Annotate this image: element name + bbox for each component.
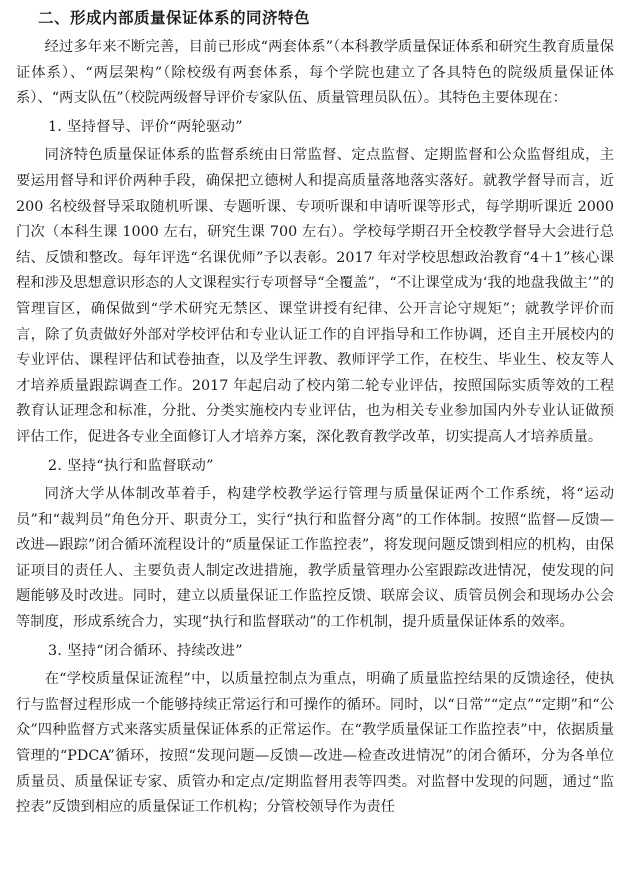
- subsection-body-2: 同济大学从体制改革着手，构建学校教学运行管理与质量保证两个工作系统，将“运动员”和“裁判员”角色分开、职责分工，实行“执行和监督分离”的工作体制。按照“监督—反馈—改进—跟踪”闭合循环流程设计的“质量保证工作监控表”，将发现问题反馈到相应的机构，由保证项目的责任人、主要负责人制定改进措施，教学质量管理办公室跟踪改进情况，使发现的问题能够及时改进。同时，建立以质量保证工作监控反馈、联席会议、质管员例会和现场办公会等制度，形成系统合力，实现“执行和监督联动”的工作机制，提升质量保证体系的效率。: [16, 486, 614, 631]
- subsection-heading-2: 2. 坚持“执行和监督联动”: [48, 457, 214, 474]
- intro-paragraph: 经过多年来不断完善，目前已形成“两套体系”（本科教学质量保证体系和研究生教育质量保证体系）、“两层架构”（除校级有两套体系，每个学院也建立了各具特色的院级质量保证体系）、“两支队伍”（校院两级督导评价专家队伍、质量管理员队伍）。其特色主要体现在：: [16, 39, 614, 107]
- section-title: 二、形成内部质量保证体系的同济特色: [38, 9, 311, 27]
- subsection-heading-3: 3. 坚持“闭合循环、持续改进”: [48, 642, 243, 659]
- subsection-body-3: 在“学校质量保证流程”中，以质量控制点为重点，明确了质量监控结果的反馈途径，使执行与监督过程形成一个能够持续正常运行和可操作的循环。同时，以“日常”“定点”“定期”和“公众”四种监督方式来落实质量保证体系的正常运作。在“教学质量保证工作监控表”中，依据质量管理的“PDCA”循环，按照“发现问题—反馈—改进—检查改进情况”的闭合循环，分为各单位质量员、质量保证专家、质管办和定点/定期监督用表等四类。对监督中发现的问题，通过“监控表”反馈到相应的质量保证工作机构；分管校领导作为责任: [16, 671, 614, 816]
- subsection-heading-1: 1. 坚持督导、评价“两轮驱动”: [48, 118, 243, 135]
- subsection-body-1: 同济特色质量保证体系的监督系统由日常监督、定点监督、定期监督和公众监督组成，主要运用督导和评价两种手段，确保把立德树人和提高质量落地落实落好。就教学督导而言，近 200 名校级督导采取随机听课、专题听课、专项听课和申请听课等形式，每学期听课近 2000 门次（本科生课 1000 左右，研究生课 700 左右）。学校每学期召开全校教学督导大会进行总结、反馈和整改。每年评选“名课优师”予以表彰。2017 年对学校思想政治教育“4＋1”核心课程和涉及思想意识形态的人文课程实行专项督导“全覆盖”，“不让课堂成为‘我的地盘我做主’”的管理盲区，确保做到“学术研究无禁区、课堂讲授有纪律、公开言论守规矩”；就教学评价而言，除了负责做好外部对学校评估和专业认证工作的自评指导和工作协调，还自主开展校内的专业评估、课程评估和试卷抽查，以及学生评教、教师评学工作，在校生、毕业生、校友等人才培养质量跟踪调查工作。2017 年起启动了校内第二轮专业评估，按照国际实质等效的工程教育认证理念和标准，分批、分类实施校内专业评估，也为相关专业参加国内外专业认证做预评估工作，促进各专业全面修订人才培养方案，深化教育教学改革，切实提高人才培养质量。: [16, 147, 614, 445]
